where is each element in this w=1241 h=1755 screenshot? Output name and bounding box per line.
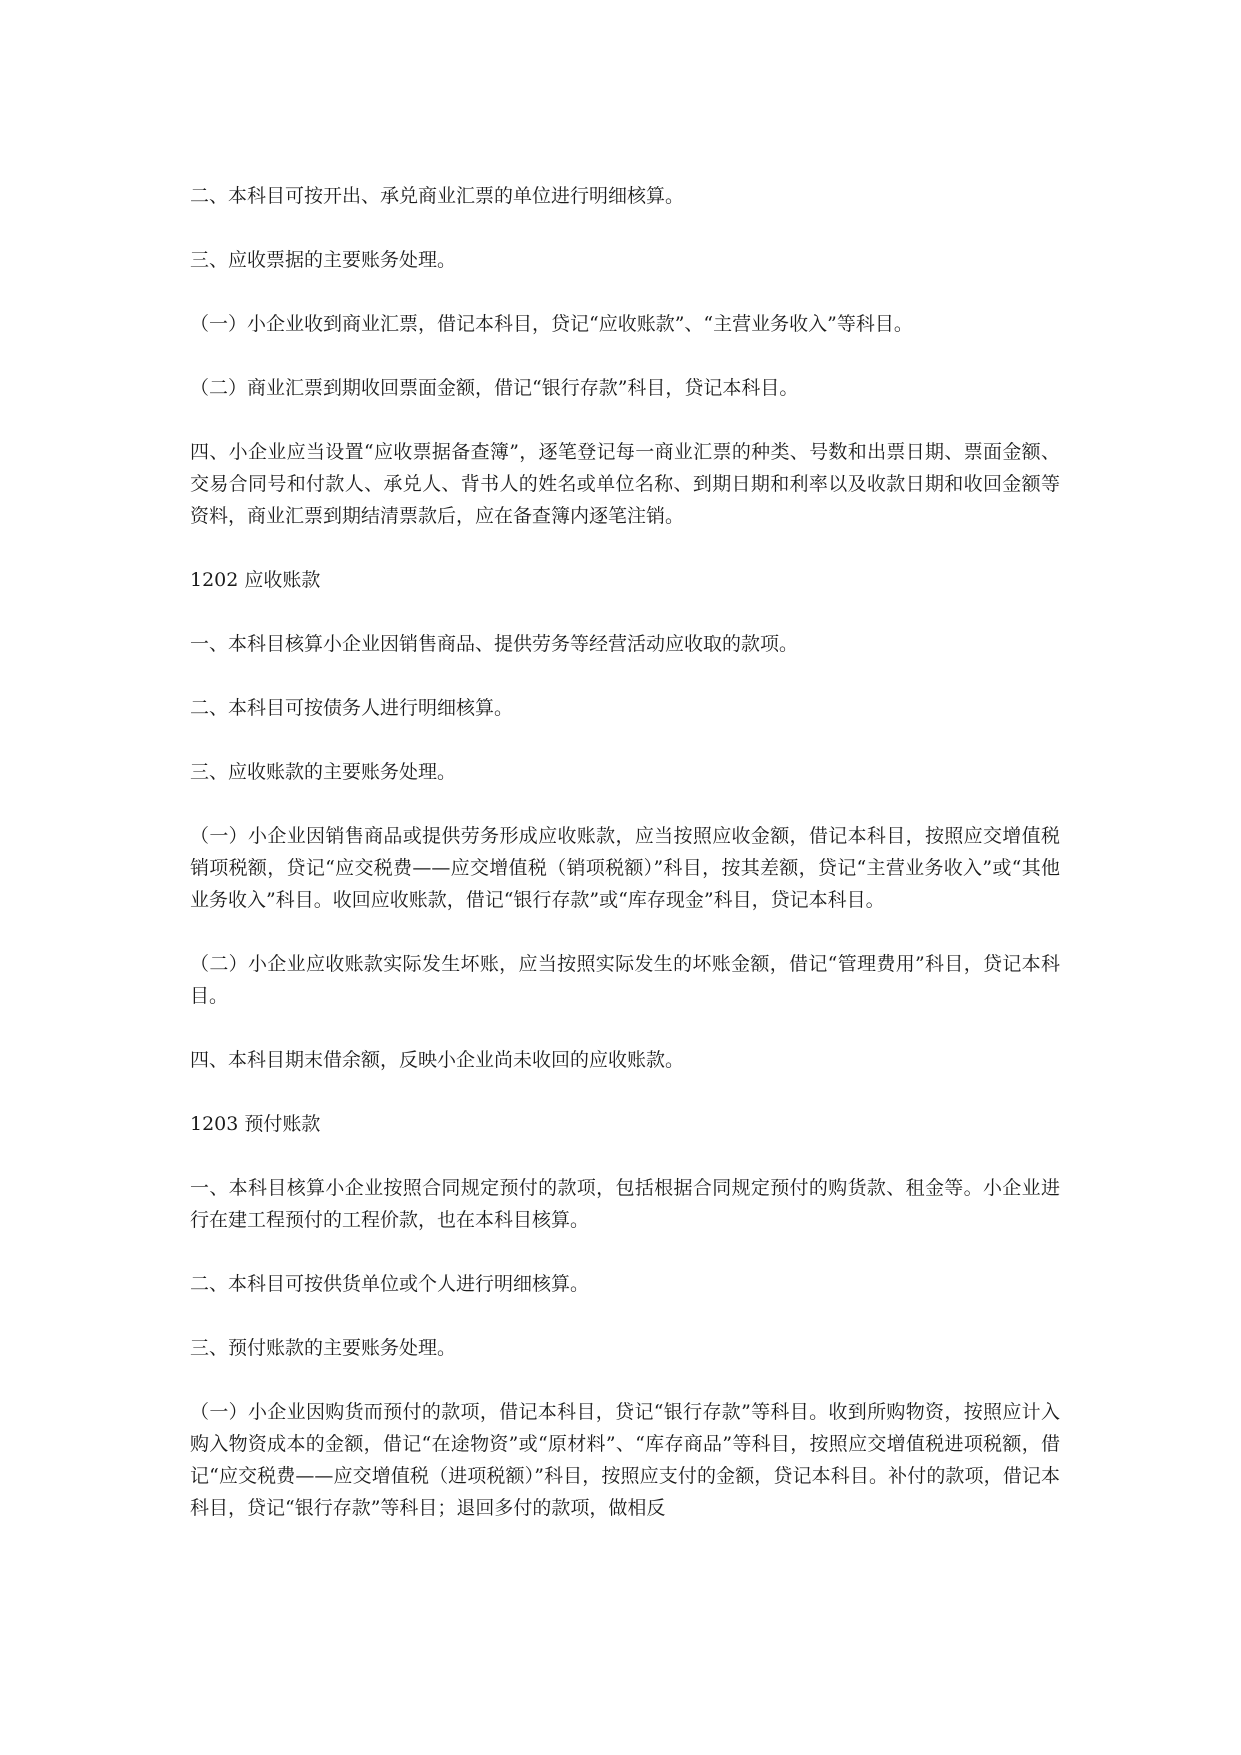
document-body <box>190 180 1060 1556</box>
paragraph: 二、本科目可按债务人进行明细核算。 <box>190 697 514 719</box>
paragraph: （二）小企业应收账款实际发生坏账，应当按照实际发生的坏账金额，借记“管理费用”科目，贷记本科目。 <box>190 953 1060 1007</box>
section-heading: 1202 应收账款 <box>190 569 321 591</box>
section-heading: 1203 预付账款 <box>190 1113 321 1135</box>
paragraph: 二、本科目可按供货单位或个人进行明细核算。 <box>190 1273 590 1295</box>
paragraph: 一、本科目核算小企业因销售商品、提供劳务等经营活动应收取的款项。 <box>190 633 799 655</box>
paragraph: 一、本科目核算小企业按照合同规定预付的款项，包括根据合同规定预付的购货款、租金等。小企业进行在建工程预付的工程价款，也在本科目核算。 <box>190 1177 1060 1231</box>
paragraph: 四、小企业应当设置“应收票据备查簿”，逐笔登记每一商业汇票的种类、号数和出票日期、票面金额、交易合同号和付款人、承兑人、背书人的姓名或单位名称、到期日期和利率以及收款日期和收回金额等资料，商业汇票到期结清票款后，应在备查簿内逐笔注销。 <box>190 441 1060 527</box>
paragraph: 四、本科目期末借余额，反映小企业尚未收回的应收账款。 <box>190 1049 685 1071</box>
paragraph: 二、本科目可按开出、承兑商业汇票的单位进行明细核算。 <box>190 185 685 207</box>
paragraph: （一）小企业因购货而预付的款项，借记本科目，贷记“银行存款”等科目。收到所购物资，按照应计入购入物资成本的金额，借记“在途物资”或“原材料”、“库存商品”等科目，按照应交增值税进项税额，借记“应交税费——应交增值税（进项税额）”科目，按照应支付的金额，贷记本科目。补付的款项，借记本科目，贷记“银行存款”等科目；退回多付的款项，做相反 <box>190 1401 1060 1519</box>
paragraph: 三、预付账款的主要账务处理。 <box>190 1337 457 1359</box>
paragraph: （一）小企业因销售商品或提供劳务形成应收账款，应当按照应收金额，借记本科目，按照应交增值税销项税额，贷记“应交税费——应交增值税（销项税额）”科目，按其差额，贷记“主营业务收入”或“其他业务收入”科目。收回应收账款，借记“银行存款”或“库存现金”科目，贷记本科目。 <box>190 825 1060 911</box>
paragraph: （二）商业汇票到期收回票面金额，借记“银行存款”科目，贷记本科目。 <box>190 377 799 399</box>
paragraph: （一）小企业收到商业汇票，借记本科目，贷记“应收账款”、“主营业务收入”等科目。 <box>190 313 913 335</box>
paragraph: 三、应收票据的主要账务处理。 <box>190 249 457 271</box>
paragraph: 三、应收账款的主要账务处理。 <box>190 761 457 783</box>
